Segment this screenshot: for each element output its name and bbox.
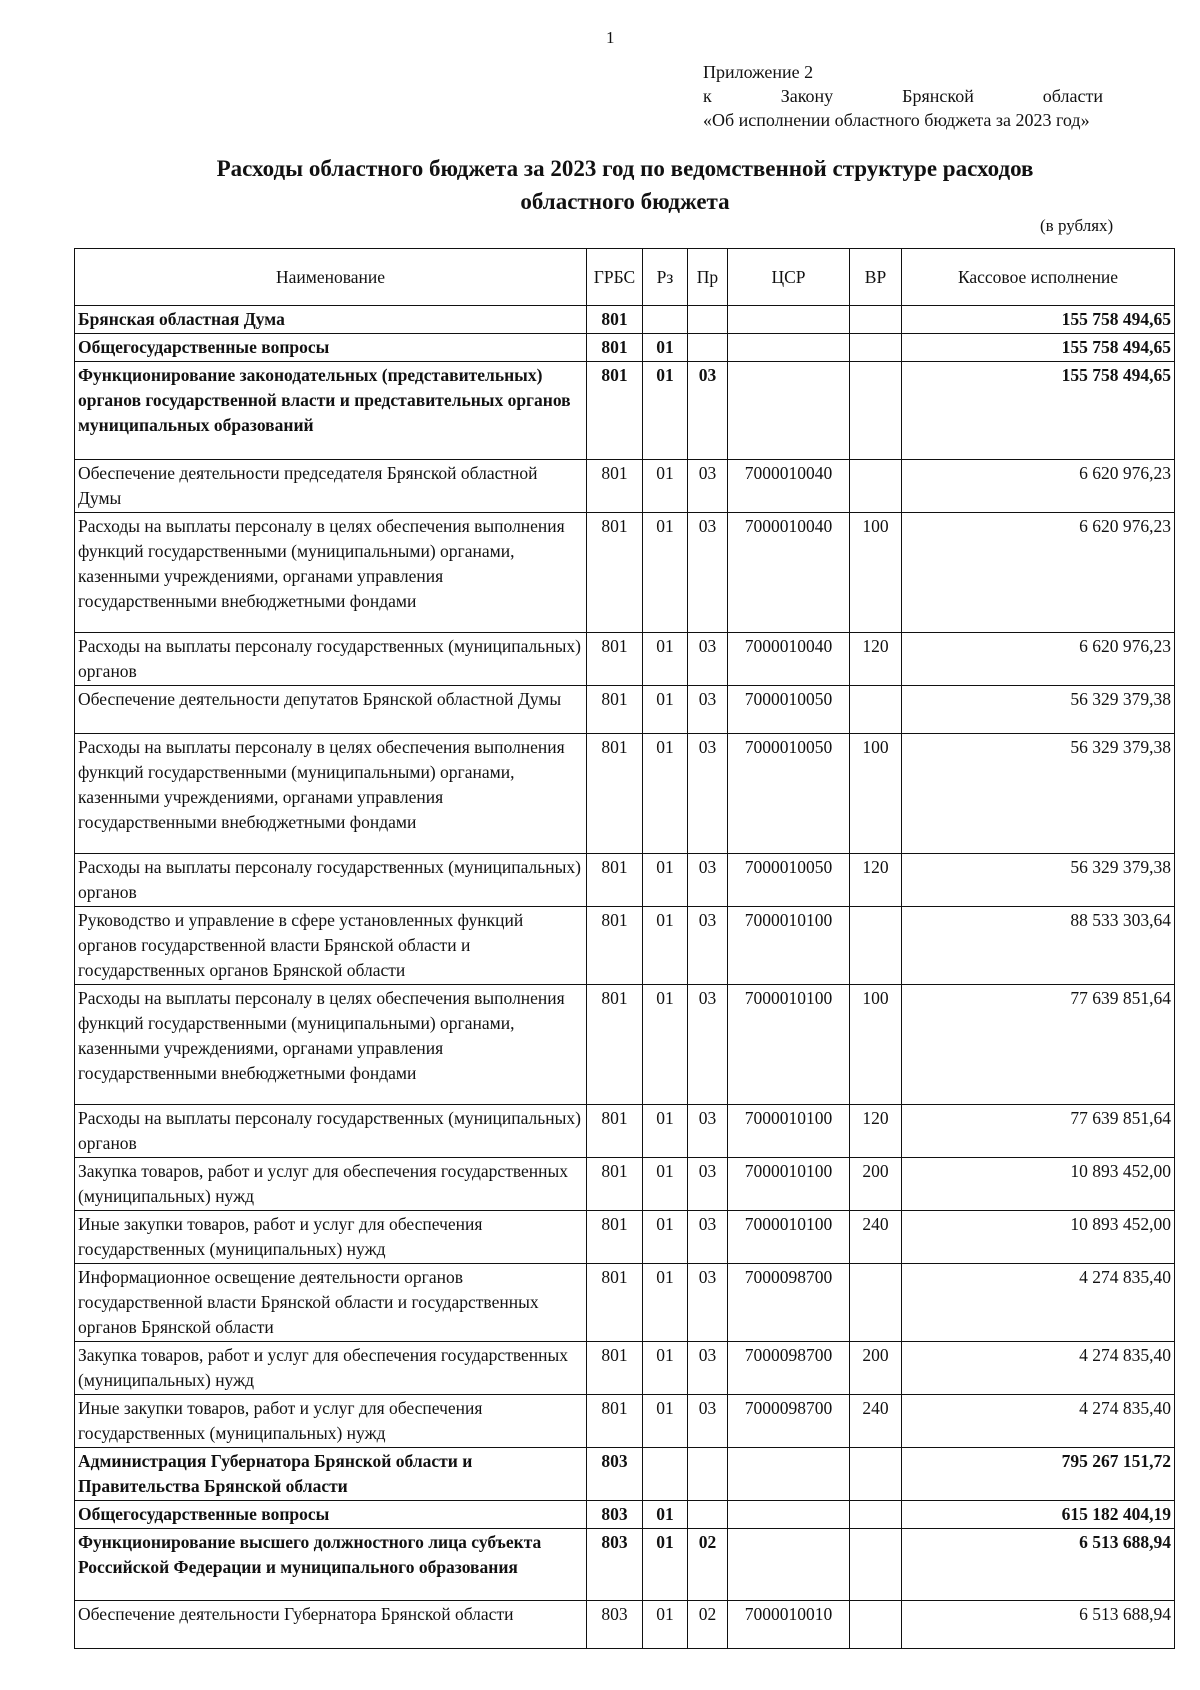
cell-rz: 01 (643, 686, 688, 734)
col-header-rz: Рз (643, 249, 688, 306)
table-row (75, 1342, 1175, 1395)
cell-amount: 77 639 851,64 (902, 985, 1175, 1105)
cell-name: Руководство и управление в сфере установленных функций органов государственной власти Брянской области и государственных органов Брянской области (75, 907, 587, 985)
budget-table (74, 248, 1175, 1649)
cell-grbs: 803 (587, 1601, 643, 1649)
cell-rz: 01 (643, 734, 688, 854)
cell-csr (728, 1529, 850, 1601)
cell-amount: 6 620 976,23 (902, 460, 1175, 513)
col-header-amount: Кассовое исполнение (902, 249, 1175, 306)
cell-csr: 7000098700 (728, 1395, 850, 1448)
cell-pr: 03 (688, 513, 728, 633)
cell-vr: 100 (850, 734, 902, 854)
table-row (75, 362, 1175, 460)
title-line-2: областного бюджета (520, 189, 730, 214)
cell-rz (643, 306, 688, 334)
table-row (75, 334, 1175, 362)
cell-grbs: 801 (587, 1395, 643, 1448)
cell-pr: 03 (688, 1158, 728, 1211)
table-header-row (75, 249, 1175, 306)
page-number: 1 (606, 28, 615, 47)
cell-name: Функционирование законодательных (представительных) органов государственной власти и представительных органов муниципальных образований (75, 362, 587, 460)
cell-pr: 03 (688, 854, 728, 907)
cell-rz: 01 (643, 633, 688, 686)
table-row (75, 1448, 1175, 1501)
cell-grbs: 801 (587, 513, 643, 633)
appendix-law: Закону (780, 86, 834, 106)
units-note: (в рублях) (1040, 216, 1114, 235)
cell-vr: 240 (850, 1395, 902, 1448)
cell-grbs: 801 (587, 907, 643, 985)
cell-name: Функционирование высшего должностного лица субъекта Российской Федерации и муниципального образования (75, 1529, 587, 1601)
cell-rz: 01 (643, 513, 688, 633)
cell-grbs: 801 (587, 985, 643, 1105)
cell-csr: 7000010100 (728, 985, 850, 1105)
cell-csr: 7000010040 (728, 513, 850, 633)
cell-grbs: 803 (587, 1448, 643, 1501)
cell-amount: 155 758 494,65 (902, 306, 1175, 334)
cell-name: Расходы на выплаты персоналу государственных (муниципальных) органов (75, 1105, 587, 1158)
table-row (75, 513, 1175, 633)
cell-pr: 03 (688, 460, 728, 513)
cell-grbs: 801 (587, 334, 643, 362)
cell-rz (643, 1448, 688, 1501)
cell-rz: 01 (643, 985, 688, 1105)
cell-vr (850, 686, 902, 734)
cell-amount: 615 182 404,19 (902, 1501, 1175, 1529)
cell-name: Расходы на выплаты персоналу государственных (муниципальных) органов (75, 633, 587, 686)
cell-vr (850, 1601, 902, 1649)
cell-csr (728, 1448, 850, 1501)
cell-vr: 100 (850, 985, 902, 1105)
cell-pr: 03 (688, 1264, 728, 1342)
cell-amount: 10 893 452,00 (902, 1211, 1175, 1264)
cell-grbs: 801 (587, 1264, 643, 1342)
cell-vr: 200 (850, 1342, 902, 1395)
table-row (75, 1395, 1175, 1448)
cell-name: Информационное освещение деятельности органов государственной власти Брянской области и государственных органов Брянской области (75, 1264, 587, 1342)
table-row (75, 686, 1175, 734)
title-line-1: Расходы областного бюджета за 2023 год по ведомственной структуре расходов (216, 156, 1034, 181)
cell-vr (850, 1529, 902, 1601)
cell-pr (688, 1501, 728, 1529)
cell-name: Расходы на выплаты персоналу в целях обеспечения выполнения функций государственными (муниципальными) органами, казенными учреждениями, органами управления государственными внебюджетными фондами (75, 513, 587, 633)
cell-rz: 01 (643, 1211, 688, 1264)
cell-vr: 120 (850, 633, 902, 686)
cell-rz: 01 (643, 1105, 688, 1158)
cell-grbs: 801 (587, 1211, 643, 1264)
cell-amount: 56 329 379,38 (902, 854, 1175, 907)
cell-amount: 4 274 835,40 (902, 1342, 1175, 1395)
cell-grbs: 801 (587, 1105, 643, 1158)
cell-csr (728, 306, 850, 334)
cell-vr: 240 (850, 1211, 902, 1264)
appendix-oblast: области (1042, 86, 1103, 106)
cell-rz: 01 (643, 1529, 688, 1601)
cell-rz: 01 (643, 1158, 688, 1211)
cell-pr: 03 (688, 1395, 728, 1448)
cell-name: Общегосударственные вопросы (75, 1501, 587, 1529)
cell-csr (728, 362, 850, 460)
cell-rz: 01 (643, 362, 688, 460)
cell-vr (850, 362, 902, 460)
cell-rz: 01 (643, 1501, 688, 1529)
table-row (75, 1529, 1175, 1601)
cell-pr: 03 (688, 985, 728, 1105)
cell-vr (850, 306, 902, 334)
table-body (75, 306, 1175, 1649)
cell-amount: 88 533 303,64 (902, 907, 1175, 985)
cell-amount: 6 513 688,94 (902, 1601, 1175, 1649)
cell-amount: 6 620 976,23 (902, 633, 1175, 686)
table-row (75, 985, 1175, 1105)
cell-pr (688, 1448, 728, 1501)
document-title (80, 152, 1170, 218)
cell-amount: 795 267 151,72 (902, 1448, 1175, 1501)
cell-rz: 01 (643, 1601, 688, 1649)
table-row (75, 1158, 1175, 1211)
cell-vr: 120 (850, 1105, 902, 1158)
cell-csr: 7000010050 (728, 734, 850, 854)
cell-vr (850, 1501, 902, 1529)
cell-amount: 6 620 976,23 (902, 513, 1175, 633)
cell-csr: 7000010100 (728, 907, 850, 985)
cell-grbs: 801 (587, 460, 643, 513)
table-row (75, 1211, 1175, 1264)
cell-grbs: 803 (587, 1501, 643, 1529)
cell-vr (850, 1264, 902, 1342)
col-header-vr: ВР (850, 249, 902, 306)
cell-pr: 03 (688, 686, 728, 734)
cell-name: Расходы на выплаты персоналу в целях обеспечения выполнения функций государственными (муниципальными) органами, казенными учреждениями, органами управления государственными внебюджетными фондами (75, 985, 587, 1105)
cell-grbs: 801 (587, 306, 643, 334)
appendix-line-1: Приложение 2 (703, 62, 814, 82)
cell-pr (688, 306, 728, 334)
cell-grbs: 801 (587, 1342, 643, 1395)
cell-vr (850, 460, 902, 513)
table-row (75, 1601, 1175, 1649)
cell-name: Иные закупки товаров, работ и услуг для обеспечения государственных (муниципальных) нужд (75, 1211, 587, 1264)
table-row (75, 1501, 1175, 1529)
cell-amount: 155 758 494,65 (902, 362, 1175, 460)
cell-grbs: 801 (587, 734, 643, 854)
cell-amount: 56 329 379,38 (902, 734, 1175, 854)
cell-rz: 01 (643, 460, 688, 513)
cell-csr: 7000010050 (728, 686, 850, 734)
cell-vr: 100 (850, 513, 902, 633)
cell-csr: 7000010040 (728, 633, 850, 686)
table-row (75, 306, 1175, 334)
cell-name: Закупка товаров, работ и услуг для обеспечения государственных (муниципальных) нужд (75, 1158, 587, 1211)
cell-amount: 4 274 835,40 (902, 1395, 1175, 1448)
cell-name: Обеспечение деятельности депутатов Брянской областной Думы (75, 686, 587, 734)
table-row (75, 734, 1175, 854)
col-header-name: Наименование (75, 249, 587, 306)
cell-amount: 77 639 851,64 (902, 1105, 1175, 1158)
cell-pr: 03 (688, 1105, 728, 1158)
cell-csr: 7000010100 (728, 1211, 850, 1264)
cell-pr (688, 334, 728, 362)
cell-rz: 01 (643, 907, 688, 985)
cell-vr (850, 334, 902, 362)
cell-csr (728, 334, 850, 362)
cell-pr: 03 (688, 907, 728, 985)
cell-pr: 02 (688, 1601, 728, 1649)
cell-pr: 03 (688, 1211, 728, 1264)
cell-name: Закупка товаров, работ и услуг для обеспечения государственных (муниципальных) нужд (75, 1342, 587, 1395)
cell-name: Общегосударственные вопросы (75, 334, 587, 362)
cell-vr: 120 (850, 854, 902, 907)
cell-grbs: 801 (587, 686, 643, 734)
cell-pr: 02 (688, 1529, 728, 1601)
col-header-csr: ЦСР (728, 249, 850, 306)
appendix-header (703, 60, 1153, 132)
cell-rz: 01 (643, 1264, 688, 1342)
cell-vr (850, 1448, 902, 1501)
cell-name: Брянская областная Дума (75, 306, 587, 334)
cell-grbs: 801 (587, 633, 643, 686)
cell-csr: 7000010040 (728, 460, 850, 513)
table-row (75, 460, 1175, 513)
cell-pr: 03 (688, 362, 728, 460)
cell-amount: 4 274 835,40 (902, 1264, 1175, 1342)
cell-grbs: 801 (587, 362, 643, 460)
appendix-line-3: «Об исполнении областного бюджета за 2023 год» (703, 110, 1090, 130)
cell-amount: 56 329 379,38 (902, 686, 1175, 734)
table-row (75, 854, 1175, 907)
table-row (75, 633, 1175, 686)
cell-pr: 03 (688, 734, 728, 854)
cell-vr: 200 (850, 1158, 902, 1211)
cell-csr: 7000098700 (728, 1342, 850, 1395)
table-row (75, 1105, 1175, 1158)
cell-rz: 01 (643, 1395, 688, 1448)
table-row (75, 907, 1175, 985)
cell-vr (850, 907, 902, 985)
cell-grbs: 801 (587, 854, 643, 907)
cell-name: Расходы на выплаты персоналу государственных (муниципальных) органов (75, 854, 587, 907)
cell-grbs: 801 (587, 1158, 643, 1211)
cell-pr: 03 (688, 1342, 728, 1395)
table-row (75, 1264, 1175, 1342)
cell-rz: 01 (643, 1342, 688, 1395)
cell-name: Иные закупки товаров, работ и услуг для обеспечения государственных (муниципальных) нужд (75, 1395, 587, 1448)
cell-amount: 155 758 494,65 (902, 334, 1175, 362)
cell-csr: 7000010010 (728, 1601, 850, 1649)
cell-grbs: 803 (587, 1529, 643, 1601)
cell-name: Обеспечение деятельности председателя Брянской областной Думы (75, 460, 587, 513)
cell-name: Администрация Губернатора Брянской области и Правительства Брянской области (75, 1448, 587, 1501)
col-header-pr: Пр (688, 249, 728, 306)
cell-csr: 7000010100 (728, 1158, 850, 1211)
cell-amount: 6 513 688,94 (902, 1529, 1175, 1601)
cell-amount: 10 893 452,00 (902, 1158, 1175, 1211)
cell-rz: 01 (643, 854, 688, 907)
cell-csr (728, 1501, 850, 1529)
col-header-grbs: ГРБС (587, 249, 643, 306)
cell-csr: 7000098700 (728, 1264, 850, 1342)
cell-csr: 7000010100 (728, 1105, 850, 1158)
cell-csr: 7000010050 (728, 854, 850, 907)
appendix-k: к (703, 86, 712, 106)
cell-rz: 01 (643, 334, 688, 362)
cell-name: Расходы на выплаты персоналу в целях обеспечения выполнения функций государственными (муниципальными) органами, казенными учреждениями, органами управления государственными внебюджетными фондами (75, 734, 587, 854)
cell-name: Обеспечение деятельности Губернатора Брянской области (75, 1601, 587, 1649)
cell-pr: 03 (688, 633, 728, 686)
appendix-line-2 (703, 84, 1103, 108)
appendix-region: Брянской (902, 86, 974, 106)
